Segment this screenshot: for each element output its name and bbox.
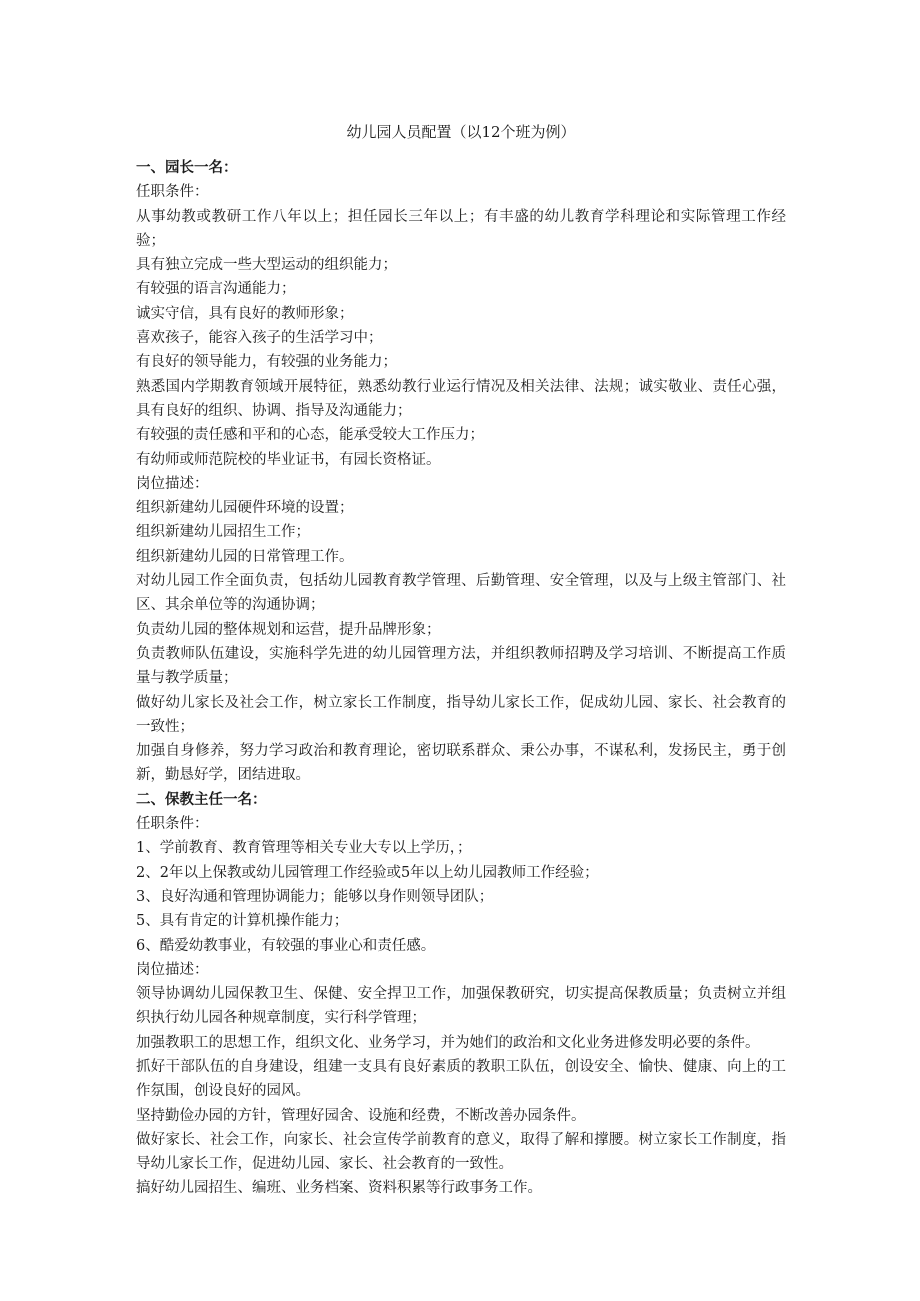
qualification-label: 任职条件： (136, 816, 209, 833)
document-title: 幼儿园人员配置（以12个班为例） (346, 123, 576, 141)
description-item: 做好家长、社会工作，向家长、社会宣传学前教育的意义，取得了解和撑腰。树立家长工作制度，指导幼儿家长工作，促进幼儿园、家长、社会教育的一致性。 (136, 1131, 786, 1173)
qualification-item: 2、2年以上保教或幼儿园管理工作经验或5年以上幼儿园教师工作经验； (136, 864, 599, 881)
qualification-item: 从事幼教或教研工作八年以上；担任园长三年以上；有丰盛的幼儿教育学科理论和实际管理工作经验； (136, 208, 786, 249)
qualification-item: 有幼师或师范院校的毕业证书，有园长资格证。 (136, 451, 441, 468)
qualification-item: 3、良好沟通和管理协调能力；能够以身作则领导团队； (136, 888, 494, 905)
description-item: 领导协调幼儿园保教卫生、保健、安全捍卫工作，加强保教研究，切实提高保教质量；负责树立并组织执行幼儿园各种规章制度，实行科学管理； (136, 986, 786, 1027)
qualification-item: 有较强的责任感和平和的心态，能承受较大工作压力； (136, 427, 484, 444)
description-item: 加强教职工的思想工作，组织文化、业务学习，并为她们的政治和文化业务进修发明必要的条件。 (136, 1034, 760, 1051)
section-principal (136, 156, 786, 788)
description-item: 坚持勤俭办园的方针，管理好园舍、设施和经费，不断改善办园条件。 (136, 1107, 586, 1124)
qualification-item: 6、酷爱幼教事业，有较强的事业心和责任感。 (136, 937, 436, 954)
qualification-item: 1、学前教育、教育管理等相关专业大专以上学历，； (136, 840, 472, 857)
description-item: 负责教师队伍建设，实施科学先进的幼儿园管理方法，并组织教师招聘及学习培训、不断提高工作质量与教学质量； (136, 645, 786, 687)
description-label: 岗位描述： (136, 475, 209, 492)
description-item: 负责幼儿园的整体规划和运营，提升品牌形象； (136, 621, 441, 638)
description-label: 岗位描述： (136, 961, 209, 978)
qualification-item: 具有独立完成一些大型运动的组织能力； (136, 257, 397, 274)
description-item: 组织新建幼儿园的日常管理工作。 (136, 548, 354, 565)
description-item: 组织新建幼儿园硬件环境的设置； (136, 500, 354, 517)
description-item: 抓好干部队伍的自身建设，组建一支具有良好素质的教职工队伍，创设安全、愉快、健康、向上的工作氛围，创设良好的园风。 (136, 1058, 786, 1100)
section-director (136, 788, 786, 1201)
qualification-item: 有较强的语言沟通能力； (136, 281, 296, 298)
qualification-label: 任职条件： (136, 184, 209, 201)
section-heading: 一、园长一名： (136, 159, 238, 176)
section-heading: 二、保教主任一名： (136, 790, 267, 808)
description-item: 搞好幼儿园招生、编班、业务档案、资料积累等行政事务工作。 (136, 1180, 542, 1197)
qualification-item: 5、具有肯定的计算机操作能力； (136, 913, 349, 930)
qualification-item: 喜欢孩子，能容入孩子的生活学习中； (136, 330, 383, 347)
description-item: 组织新建幼儿园招生工作； (136, 524, 310, 541)
description-item: 加强自身修养，努力学习政治和教育理论，密切联系群众、秉公办事，不谋私利，发扬民主，勇于创新，勤恳好学，团结进取。 (136, 743, 786, 784)
document-page (136, 120, 786, 1201)
qualification-item: 熟悉国内学期教育领域开展特征，熟悉幼教行业运行情况及相关法律、法规；诚实敬业、责任心强，具有良好的组织、协调、指导及沟通能力； (136, 378, 786, 419)
qualification-item: 有良好的领导能力，有较强的业务能力； (136, 354, 397, 371)
description-item: 对幼儿园工作全面负责，包括幼儿园教育教学管理、后勤管理、安全管理，以及与上级主管部门、社区、其余单位等的沟通协调； (136, 573, 786, 614)
qualification-item: 诚实守信，具有良好的教师形象； (136, 305, 354, 322)
description-item: 做好幼儿家长及社会工作，树立家长工作制度，指导幼儿家长工作，促成幼儿园、家长、社会教育的一致性； (136, 694, 786, 735)
